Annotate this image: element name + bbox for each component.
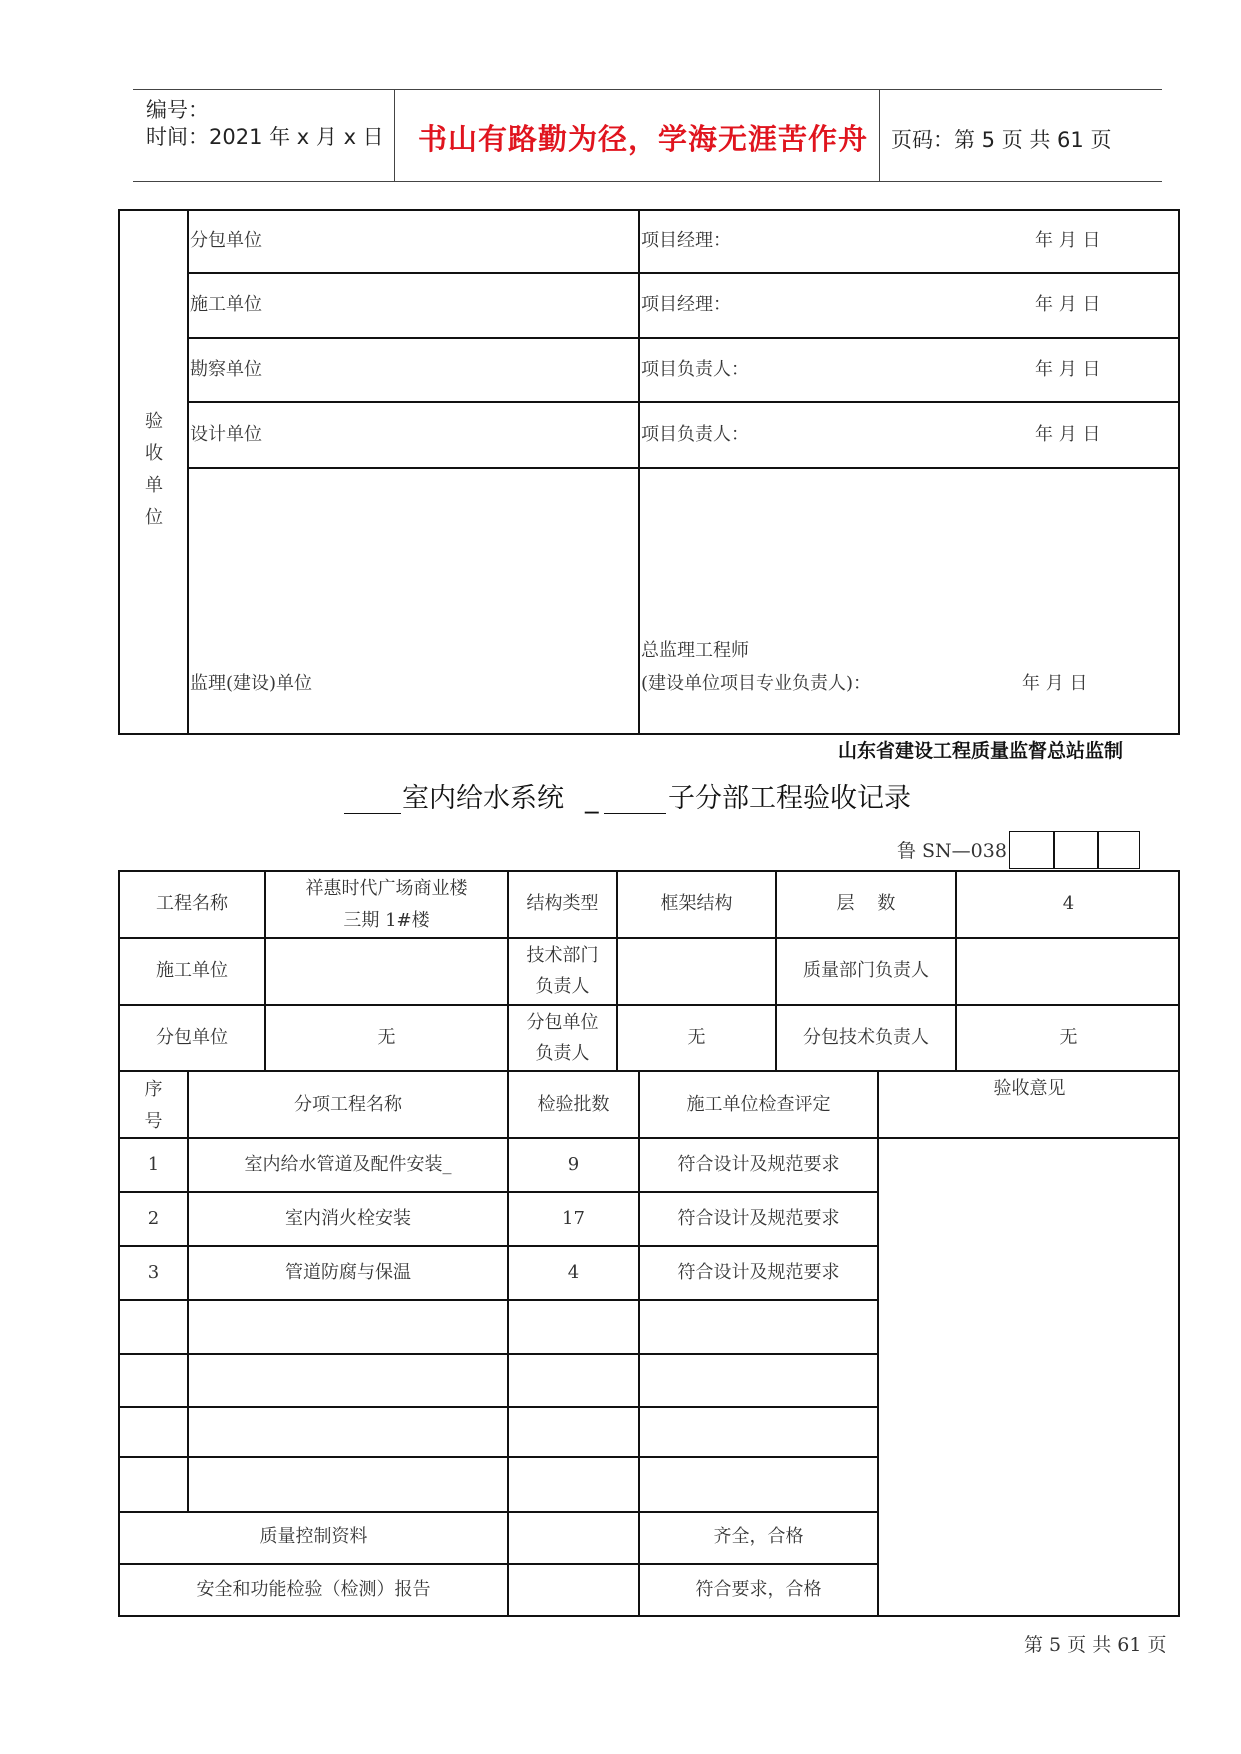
side-char: 位	[145, 507, 163, 528]
unit-label: 分包单位	[190, 230, 262, 251]
sub-head-value: 无	[687, 1027, 706, 1048]
item-check: 符合设计及规范要求	[677, 1208, 840, 1229]
acceptance-row-divider-3	[187, 401, 1180, 403]
safety-report-label: 安全和功能检验（检测）报告	[196, 1579, 431, 1600]
unit-label: 施工单位	[190, 294, 262, 315]
structure-label: 结构类型	[526, 893, 599, 914]
header-motto: 书山有路勤为径，学海无涯苦作舟	[418, 122, 869, 156]
item-name: 室内消火栓安装	[285, 1208, 411, 1229]
item-batches: 17	[562, 1208, 585, 1229]
role-label: 项目负责人：	[641, 359, 749, 380]
role-label: 项目经理：	[641, 230, 731, 251]
seq-header-line1: 序	[144, 1079, 163, 1100]
tech-head-line2: 负责人	[535, 976, 590, 997]
code-box-divider	[1053, 832, 1055, 868]
subcontractor-value: 无	[377, 1027, 396, 1048]
item-seq: 2	[147, 1208, 160, 1229]
page-footer: 第 5 页 共 61 页	[1024, 1634, 1167, 1656]
item-row-divider	[118, 1563, 878, 1565]
item-col-divider	[187, 1070, 189, 1511]
acceptance-col-divider-1	[187, 209, 189, 735]
project-name-line1: 祥惠时代广场商业楼	[305, 878, 468, 899]
record-row-divider-1	[118, 937, 1180, 939]
document-number-label: 编号：	[146, 98, 209, 122]
sub-tech-value: 无	[1059, 1027, 1078, 1048]
item-check: 符合设计及规范要求	[677, 1262, 840, 1283]
acceptance-row-divider-1	[187, 272, 1180, 274]
owner-rep-label: (建设单位项目专业负责人)：	[641, 673, 872, 694]
item-name-header: 分项工程名称	[294, 1094, 402, 1115]
issuer-label: 山东省建设工程质量监督总站监制	[838, 740, 1124, 762]
quality-docs-label: 质量控制资料	[259, 1526, 368, 1547]
record-row-divider-2	[118, 1004, 1180, 1006]
item-seq: 3	[147, 1262, 160, 1283]
header-divider-left	[394, 89, 395, 181]
item-row-divider	[118, 1299, 878, 1301]
floors-label: 层 数	[836, 893, 896, 914]
sub-head-line1: 分包单位	[526, 1012, 599, 1033]
header-top-rule	[133, 89, 1162, 90]
supervision-date-label: 年 月 日	[1022, 673, 1088, 694]
role-label: 项目负责人：	[641, 424, 749, 445]
sub-head-line2: 负责人	[535, 1043, 590, 1064]
form-code-label: 鲁 SN—038	[897, 840, 1007, 862]
supervision-unit-label: 监理(建设)单位	[190, 673, 313, 694]
item-row-divider	[118, 1245, 878, 1247]
record-table	[118, 870, 1180, 1617]
unit-label: 设计单位	[190, 424, 262, 445]
item-seq: 1	[147, 1154, 160, 1175]
project-name-label: 工程名称	[156, 893, 228, 914]
item-row-divider	[118, 1353, 878, 1355]
item-row-divider	[118, 1456, 878, 1458]
side-char: 验	[145, 411, 163, 432]
item-name: 室内给水管道及配件安装_	[244, 1154, 452, 1175]
date-label: 年 月 日	[1035, 230, 1101, 251]
date-label: 年 月 日	[1035, 294, 1101, 315]
item-check: 符合设计及规范要求	[677, 1154, 840, 1175]
code-box-divider	[1097, 832, 1099, 868]
acceptance-row-divider-4	[187, 467, 1180, 469]
title-underline-left	[344, 813, 401, 814]
item-row-divider	[118, 1406, 878, 1408]
quality-head-label: 质量部门负责人	[803, 960, 929, 981]
unit-label: 勘察单位	[190, 359, 262, 380]
acceptance-col-divider-2	[638, 209, 640, 735]
form-code-boxes	[1009, 831, 1140, 869]
form-title: 室内给水系统	[402, 783, 564, 814]
date-label: 年 月 日	[1035, 359, 1101, 380]
batches-header: 检验批数	[537, 1094, 610, 1115]
chief-engineer-label: 总监理工程师	[641, 640, 749, 661]
seq-header-line2: 号	[144, 1111, 163, 1132]
structure-value: 框架结构	[660, 893, 733, 914]
contractor-label: 施工单位	[156, 960, 228, 981]
item-batches: 9	[567, 1154, 580, 1175]
form-title-underscore: _	[585, 783, 599, 814]
form-title-suffix: 子分部工程验收记录	[668, 783, 911, 814]
date-label: 年 月 日	[1035, 424, 1101, 445]
item-row-divider	[118, 1191, 878, 1193]
sub-tech-label: 分包技术负责人	[803, 1027, 929, 1048]
quality-docs-value: 齐全，合格	[713, 1526, 804, 1547]
side-char: 单	[145, 475, 163, 496]
item-name: 管道防腐与保温	[285, 1262, 411, 1283]
title-underline-right	[604, 813, 666, 814]
subcontractor-label: 分包单位	[156, 1027, 228, 1048]
opinion-header: 验收意见	[993, 1078, 1066, 1099]
header-divider-right	[879, 89, 880, 181]
record-row-divider-4	[118, 1137, 1180, 1139]
acceptance-row-divider-2	[187, 337, 1180, 339]
header-bottom-rule	[133, 181, 1162, 182]
floors-value: 4	[1062, 893, 1075, 914]
item-batches: 4	[567, 1262, 580, 1283]
project-name-line2: 三期 1#楼	[343, 910, 430, 931]
tech-head-line1: 技术部门	[526, 945, 599, 966]
header-page-label: 页码：第 5 页 共 61 页	[891, 128, 1112, 152]
side-char: 收	[145, 443, 163, 464]
item-row-divider	[118, 1511, 878, 1513]
item-col-divider	[877, 1070, 879, 1617]
safety-report-value: 符合要求，合格	[695, 1579, 822, 1600]
document-time-label: 时间：2021 年 x 月 x 日	[146, 125, 384, 149]
role-label: 项目经理：	[641, 294, 731, 315]
check-header: 施工单位检查评定	[686, 1094, 831, 1115]
